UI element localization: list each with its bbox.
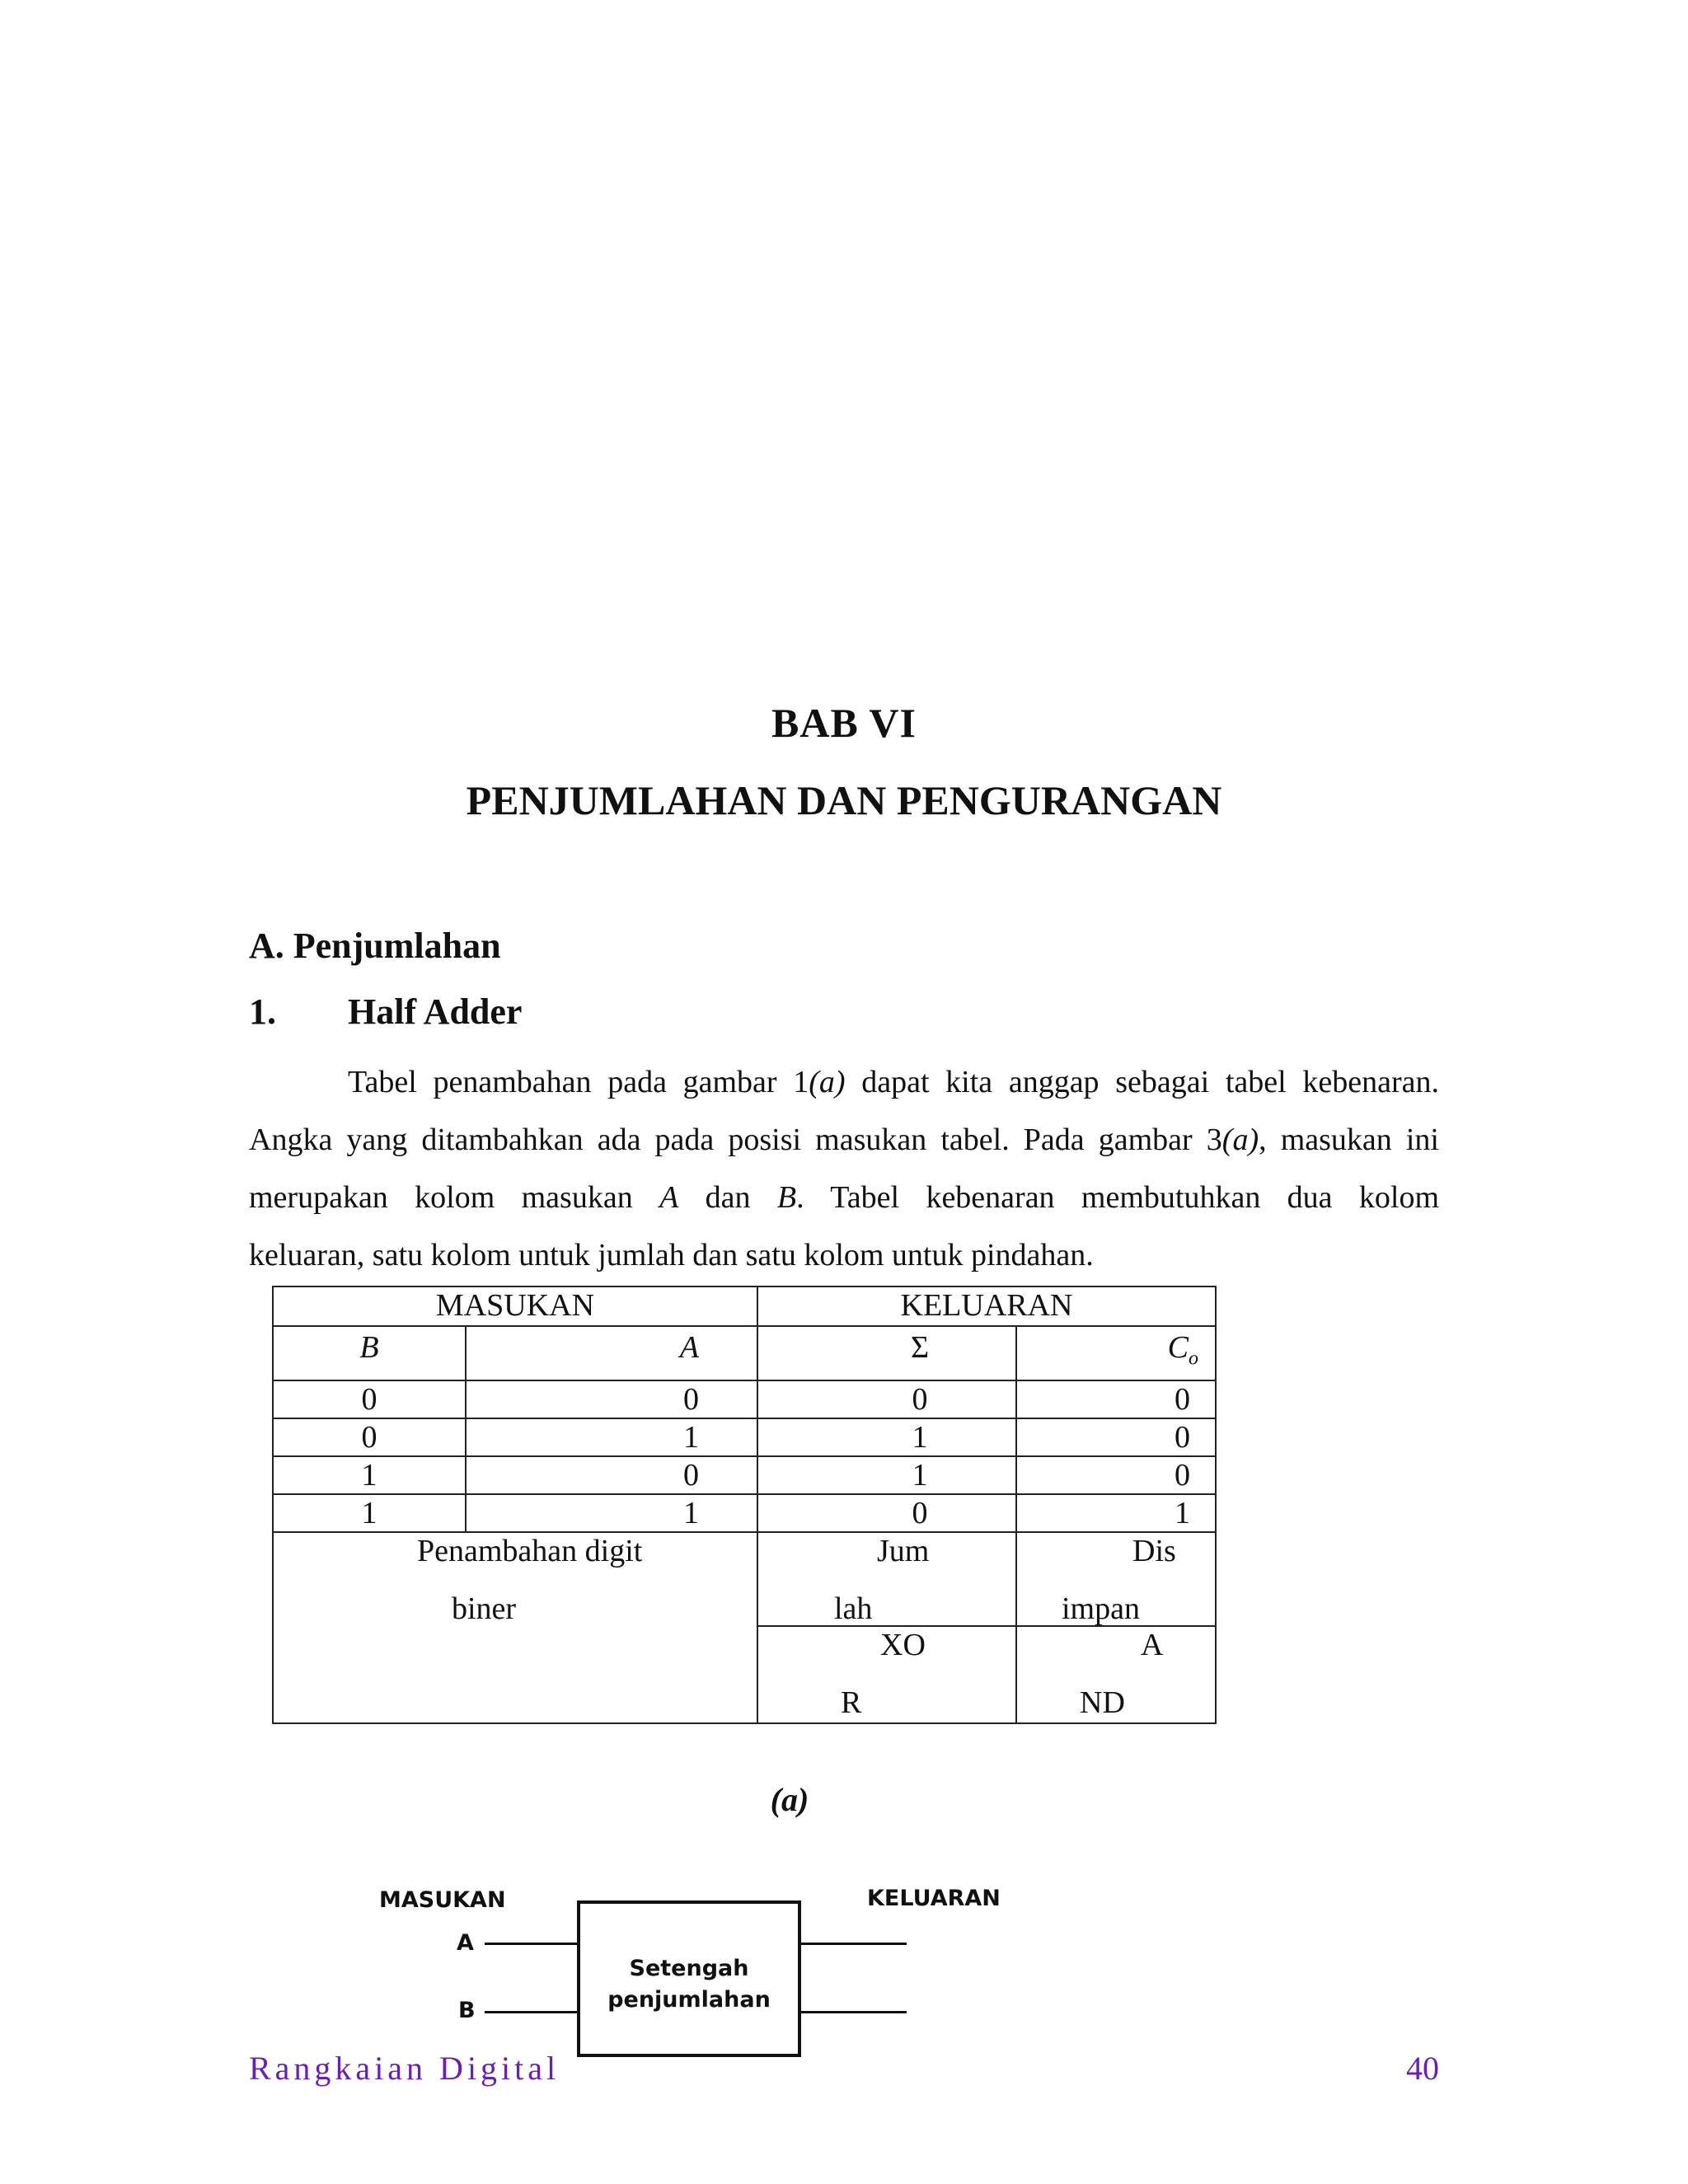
footer-input-line-1: Penambahan digit [417, 1533, 643, 1568]
paragraph-text: dapat kita anggap sebagai tabel kebenaran. [845, 1065, 1439, 1099]
sub-heading [249, 991, 522, 1033]
footer-sum-line-2: lah [834, 1591, 873, 1626]
table-row [273, 1418, 1216, 1456]
cell-sum: 1 [757, 1456, 1016, 1494]
gate-carry-line-1: A [1141, 1627, 1164, 1662]
block-label-line-2: penjumlahan [607, 1987, 771, 2013]
footer-page-number: 40 [1406, 2050, 1439, 2087]
table-header-group-row [273, 1286, 1216, 1326]
gate-sum [757, 1626, 1016, 1723]
cell-b: 1 [273, 1494, 466, 1532]
paragraph-line-3 [249, 1169, 1439, 1226]
wire-input-b [485, 2011, 579, 2013]
diagram-input-label: MASUKAN [379, 1887, 506, 1913]
paragraph-text: merupakan kolom masukan [249, 1180, 660, 1215]
footer-book-title: Rangkaian Digital [249, 2050, 560, 2087]
paragraph-text: Tabel penambahan pada gambar 1 [348, 1065, 809, 1099]
header-sum: Σ [757, 1326, 1016, 1380]
cell-carry: 0 [1016, 1456, 1216, 1494]
gate-sum-line-1: XO [880, 1627, 926, 1662]
cell-b: 0 [273, 1418, 466, 1456]
paragraph-text: dan [678, 1180, 777, 1215]
cell-sum: 0 [757, 1380, 1016, 1418]
header-masukan: MASUKAN [273, 1286, 757, 1326]
footer-input-line-2: biner [452, 1591, 517, 1626]
carry-symbol: C [1167, 1330, 1189, 1365]
header-b: B [273, 1326, 466, 1380]
footer-carry-line-2: impan [1062, 1591, 1140, 1626]
footer-carry-line-1: Dis [1132, 1533, 1176, 1568]
cell-sum: 1 [757, 1418, 1016, 1456]
header-keluaran: KELUARAN [757, 1286, 1216, 1326]
cell-carry: 0 [1016, 1380, 1216, 1418]
cell-carry: 1 [1016, 1494, 1216, 1532]
footer-sum-line-1: Jum [877, 1533, 930, 1568]
section-heading: A. Penjumlahan [249, 926, 501, 966]
diagram-input-b: B [458, 1998, 476, 2023]
cell-a: 0 [466, 1380, 757, 1418]
paragraph-italic: (a) [809, 1065, 846, 1099]
chapter-title: PENJUMLAHAN DAN PENGURANGAN [466, 777, 1222, 823]
table-header-row [273, 1326, 1216, 1380]
diagram-output-label: KELUARAN [867, 1886, 1001, 1911]
footer-sum-description [757, 1532, 1016, 1626]
cell-a: 1 [466, 1494, 757, 1532]
cell-carry: 0 [1016, 1418, 1216, 1456]
gate-carry-line-2: ND [1080, 1685, 1125, 1720]
paragraph-text: Angka yang ditambahkan ada pada posisi masukan tabel. Pada gambar 3 [249, 1122, 1222, 1157]
paragraph-italic: A [659, 1180, 679, 1215]
chapter-number: BAB VI [771, 700, 917, 746]
wire-output-carry [801, 2011, 907, 2013]
cell-sum: 0 [757, 1494, 1016, 1532]
block-label-line-1: Setengah [629, 1956, 749, 1981]
cell-a: 1 [466, 1418, 757, 1456]
figure-caption: (a) [770, 1781, 809, 1818]
header-carry [1016, 1326, 1216, 1380]
half-adder-block [577, 1900, 801, 2057]
sub-heading-title: Half Adder [348, 991, 523, 1032]
footer-input-description [273, 1532, 757, 1723]
table-footer-row [273, 1532, 1216, 1626]
cell-b: 1 [273, 1456, 466, 1494]
paragraph-italic: B [776, 1180, 797, 1215]
paragraph-line-1 [249, 1053, 1439, 1111]
table-row [273, 1380, 1216, 1418]
table-row [273, 1456, 1216, 1494]
cell-a: 0 [466, 1456, 757, 1494]
paragraph-line-4: keluaran, satu kolom untuk jumlah dan satu kolom untuk pindahan. [249, 1238, 1094, 1272]
gate-sum-line-2: R [841, 1685, 862, 1720]
table-row [273, 1494, 1216, 1532]
carry-subscript: o [1189, 1347, 1198, 1370]
wire-input-a [485, 1943, 579, 1945]
body-paragraph [249, 1053, 1439, 1284]
paragraph-text: , masukan ini [1259, 1122, 1439, 1157]
wire-output-sum [801, 1943, 907, 1945]
paragraph-line-2 [249, 1111, 1439, 1169]
truth-table [272, 1286, 1217, 1724]
paragraph-text: . Tabel kebenaran membutuhkan dua kolom [796, 1180, 1439, 1215]
header-a: A [466, 1326, 757, 1380]
gate-carry [1016, 1626, 1216, 1723]
cell-b: 0 [273, 1380, 466, 1418]
diagram-input-a: A [457, 1930, 474, 1956]
sub-heading-number: 1. [249, 991, 276, 1032]
footer-carry-description [1016, 1532, 1216, 1626]
paragraph-italic: (a) [1221, 1122, 1259, 1157]
